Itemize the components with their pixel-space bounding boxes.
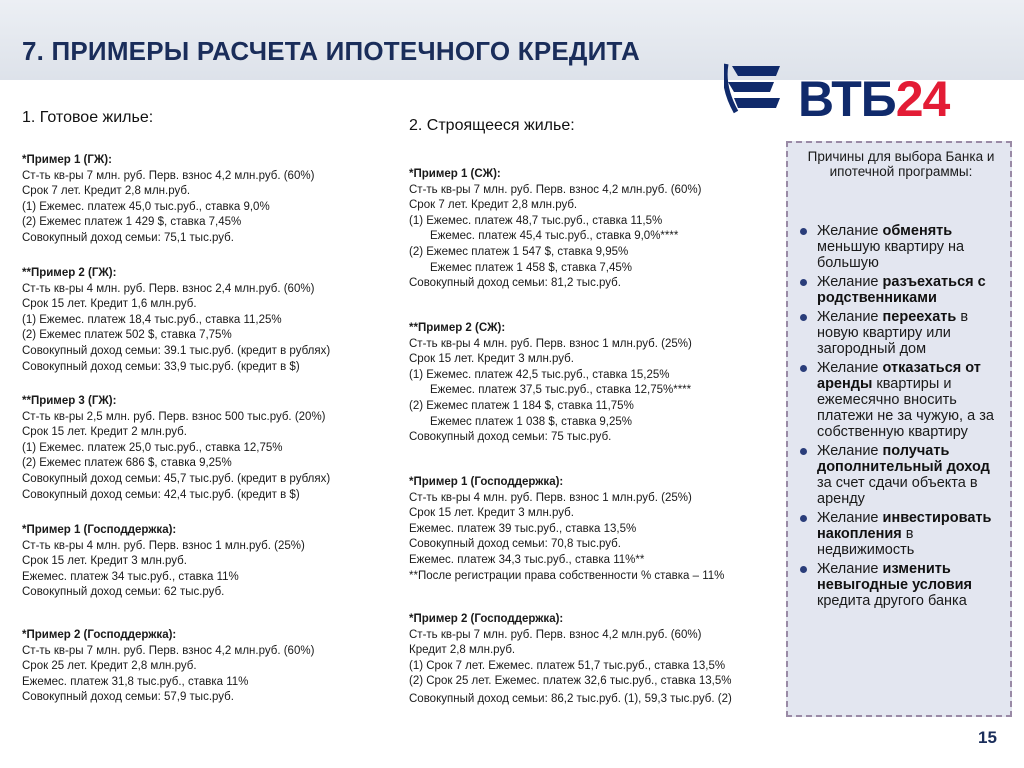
bullet-icon — [800, 448, 807, 455]
vtb24-wordmark: ВТБ24 — [798, 71, 950, 127]
example-block: *Пример 1 (Господдержка): Ст-ть кв-ры 4 млн. руб. Перв. взнос 1 млн.руб. (25%) Срок 15 лет. Кредит 3 млн.руб. Ежемес. платеж 39 тыс.руб., ставка 13,5% Совокупный доход семьи: 70,8 тыс.руб. Ежемес. платеж 34,3 тыс.руб., ставка 11%** **После регистрации права собственности % ставка – 11% — [409, 476, 725, 582]
vtb24-logo — [724, 60, 974, 130]
reasons-heading: Причины для выбора Банка и ипотечной программы: — [807, 149, 995, 179]
list-item: Желание изменить невыгодные условия кредита другого банка — [800, 561, 1008, 609]
example-block: **Пример 2 (СЖ): Ст-ть кв-ры 4 млн. руб. Перв. взнос 1 млн.руб. (25%) Срок 15 лет. Кредит 3 млн.руб. (1) Ежемес. платеж 42,5 тыс.руб., ставка 15,25% Ежемес. платеж 37,5 тыс.руб., ставка 12,75%**** (2) Ежемес платеж 1 184 $, ставка 11,75% Ежемес платеж 1 038 $, ставка 9,25% Совокупный доход семьи: 75 тыс.руб. — [409, 322, 692, 444]
bullet-icon — [800, 228, 807, 235]
list-item: Желание разъехаться с родственниками — [800, 274, 1008, 306]
bullet-icon — [800, 515, 807, 522]
reasons-list — [800, 223, 1008, 612]
example-block: *Пример 2 (Господдержка): Ст-ть кв-ры 7 млн. руб. Перв. взнос 4,2 млн.руб. (60%) Срок 25 лет. Кредит 2,8 млн.руб. Ежемес. платеж 31,8 тыс.руб., ставка 11% Совокупный доход семьи: 57,9 тыс.руб. — [22, 629, 315, 704]
page-number: 15 — [978, 728, 997, 747]
building-housing-heading: 2. Строящееся жилье: — [409, 117, 575, 134]
bullet-icon — [800, 279, 807, 286]
bullet-icon — [800, 365, 807, 372]
list-item: Желание инвестировать накопления в недвижимость — [800, 510, 1008, 558]
list-item: Желание обменять меньшую квартиру на большую — [800, 223, 1008, 271]
example-block: **Пример 3 (ГЖ): Ст-ть кв-ры 2,5 млн. руб. Перв. взнос 500 тыс.руб. (20%) Срок 15 лет. Кредит 2 млн.руб. (1) Ежемес. платеж 25,0 тыс.руб., ставка 12,75% (2) Ежемес платеж 686 $, ставка 9,25% Совокупный доход семьи: 45,7 тыс.руб. (кредит в рублях) Совокупный доход семьи: 42,4 тыс.руб. (кредит в $) — [22, 395, 331, 501]
example-block: *Пример 1 (СЖ): Ст-ть кв-ры 7 млн. руб. Перв. взнос 4,2 млн.руб. (60%) Срок 7 лет. Кредит 2,8 млн.руб. (1) Ежемес. платеж 48,7 тыс.руб., ставка 11,5% Ежемес. платеж 45,4 тыс.руб., ставка 9,0%**** (2) Ежемес платеж 1 547 $, ставка 9,95% Ежемес платеж 1 458 $, ставка 7,45% Совокупный доход семьи: 81,2 тыс.руб. — [409, 168, 702, 290]
bullet-icon — [800, 566, 807, 573]
list-item: Желание получать дополнительный доход за счет сдачи объекта в аренду — [800, 443, 1008, 507]
example-block: *Пример 1 (Господдержка): Ст-ть кв-ры 4 млн. руб. Перв. взнос 1 млн.руб. (25%) Срок 15 лет. Кредит 3 млн.руб. Ежемес. платеж 34 тыс.руб., ставка 11% Совокупный доход семьи: 62 тыс.руб. — [22, 524, 305, 599]
reasons-panel — [786, 141, 1012, 717]
vtb-wing-icon — [724, 60, 794, 120]
example-block: **Пример 2 (ГЖ): Ст-ть кв-ры 4 млн. руб. Перв. взнос 2,4 млн.руб. (60%) Срок 15 лет. Кредит 1,6 млн.руб. (1) Ежемес. платеж 18,4 тыс.руб., ставка 11,25% (2) Ежемес платеж 502 $, ставка 7,75% Совокупный доход семьи: 39.1 тыс.руб. (кредит в рублях) Совокупный доход семьи: 33,9 тыс.руб. (кредит в $) — [22, 267, 331, 373]
list-item: Желание переехать в новую квартиру или загородный дом — [800, 309, 1008, 357]
list-item: Желание отказаться от аренды квартиры и ежемесячно вносить платежи не за чужую, а за собственную квартиру — [800, 360, 1008, 440]
ready-housing-heading: 1. Готовое жилье: — [22, 109, 154, 126]
slide-title: 7. ПРИМЕРЫ РАСЧЕТА ИПОТЕЧНОГО КРЕДИТА — [22, 36, 640, 66]
bullet-icon — [800, 314, 807, 321]
example-block: *Пример 1 (ГЖ): Ст-ть кв-ры 7 млн. руб. Перв. взнос 4,2 млн.руб. (60%) Срок 7 лет. Кредит 2,8 млн.руб. (1) Ежемес. платеж 45,0 тыс.руб., ставка 9,0% (2) Ежемес платеж 1 429 $, ставка 7,45% Совокупный доход семьи: 75,1 тыс.руб. — [22, 154, 315, 244]
example-block: *Пример 2 (Господдержка): Ст-ть кв-ры 7 млн. руб. Перв. взнос 4,2 млн.руб. (60%) Кредит 2,8 млн.руб. (1) Срок 7 лет. Ежемес. платеж 51,7 тыс.руб., ставка 13,5% (2) Срок 25 лет. Ежемес. платеж 32,6 тыс.руб., ставка 13,5% Совокупный доход семьи: 86,2 тыс.руб. (1), 59,3 тыс.руб. (2) — [409, 613, 732, 705]
